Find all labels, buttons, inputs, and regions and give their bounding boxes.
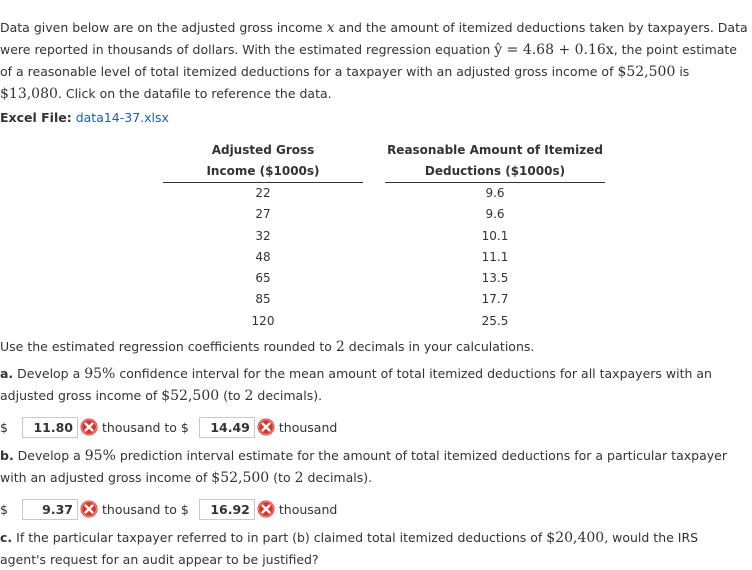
x-circle-icon xyxy=(80,500,98,518)
table-row xyxy=(163,183,605,205)
deduction-cell: 9.6 xyxy=(485,207,505,222)
col2-header-line2: Deductions ($1000s) xyxy=(385,161,605,183)
col2-header-line1: Reasonable Amount of Itemized xyxy=(387,143,603,157)
table-row xyxy=(163,247,605,268)
income-value: $52,500 xyxy=(617,64,676,80)
datafile-link[interactable]: data14-37.xlsx xyxy=(75,110,169,125)
part-a-question: a. Develop a 95% confidence interval for the mean amount of total itemized deductions for all taxpayers with an adjusted gross income of $52,500 (to 2 decimals). xyxy=(0,366,712,404)
part-a-answer-row xyxy=(0,415,337,439)
part-a-lower-input[interactable]: 11.80 xyxy=(22,417,78,438)
deduction-cell: 17.7 xyxy=(481,292,509,307)
part-b-upper-input[interactable]: 16.92 xyxy=(199,499,255,520)
part-a-mid-text: thousand to $ xyxy=(102,419,189,435)
income-cell: 120 xyxy=(251,313,275,328)
income-cell: 27 xyxy=(255,207,271,222)
col1-header-line1: Adjusted Gross xyxy=(211,143,315,157)
part-b-question: b. Develop a 95% prediction interval estimate for the amount of total itemized deductions for a particular taxpayer with an adjusted gross income of $52,500 (to 2 decimals). xyxy=(0,448,727,486)
deduction-cell: 9.6 xyxy=(485,186,505,200)
income-cell: 85 xyxy=(255,292,271,307)
excel-file-label: Excel File: xyxy=(0,110,72,125)
intro-paragraph: Data given below are on the adjusted gross income x and the amount of itemized deductions taken by taxpayers. Data were reported in thousands of dollars. With the estimated regression equation ŷ = 4.68 + 0.16x, the point estimate of a reasonable level of total itemized deductions for a taxpayer with an adjusted gross income of $52,500 is $13,080. Click on the datafile to reference the data. xyxy=(0,20,748,102)
x-circle-icon xyxy=(257,418,275,436)
col1-header-line2: Income ($1000s) xyxy=(163,161,363,183)
regression-equation: ŷ = 4.68 + 0.16x xyxy=(494,42,614,58)
part-a-label: a. xyxy=(0,366,14,381)
income-cell: 65 xyxy=(255,271,271,286)
instructions-line: Use the estimated regression coefficients rounded to 2 decimals in your calculations. xyxy=(0,339,535,355)
x-circle-icon xyxy=(80,418,98,436)
data-table xyxy=(163,140,605,332)
part-b-lower-input[interactable]: 9.37 xyxy=(22,499,78,520)
income-cell: 22 xyxy=(255,186,271,200)
part-a-end-text: thousand xyxy=(278,419,338,435)
excel-file-line xyxy=(0,107,748,128)
dollar-sign: $ xyxy=(0,501,8,517)
part-b-answer-row xyxy=(0,497,337,521)
income-cell: 48 xyxy=(255,249,271,264)
table-row xyxy=(163,204,605,225)
table-row xyxy=(163,268,605,289)
deduction-cell: 25.5 xyxy=(481,313,509,328)
part-b-mid-text: thousand to $ xyxy=(102,501,189,517)
part-c-question: c. If the particular taxpayer referred to in part (b) claimed total itemized deductions of $20,400, would the IRS agent's request for an audit appear to be justified? xyxy=(0,530,699,567)
part-c-label: c. xyxy=(0,530,13,545)
table-row xyxy=(163,311,605,332)
deduction-cell: 10.1 xyxy=(481,228,509,243)
table-row xyxy=(163,289,605,310)
part-b-label: b. xyxy=(0,448,14,463)
dollar-sign: $ xyxy=(0,419,8,435)
income-cell: 32 xyxy=(255,228,271,243)
table-row xyxy=(163,226,605,247)
x-variable: x xyxy=(326,20,335,36)
deduction-cell: 11.1 xyxy=(481,249,509,264)
part-b-end-text: thousand xyxy=(278,501,338,517)
deduction-cell: 13.5 xyxy=(481,271,509,286)
estimate-value: $13,080 xyxy=(0,86,58,102)
x-circle-icon xyxy=(257,500,275,518)
part-a-upper-input[interactable]: 14.49 xyxy=(199,417,255,438)
